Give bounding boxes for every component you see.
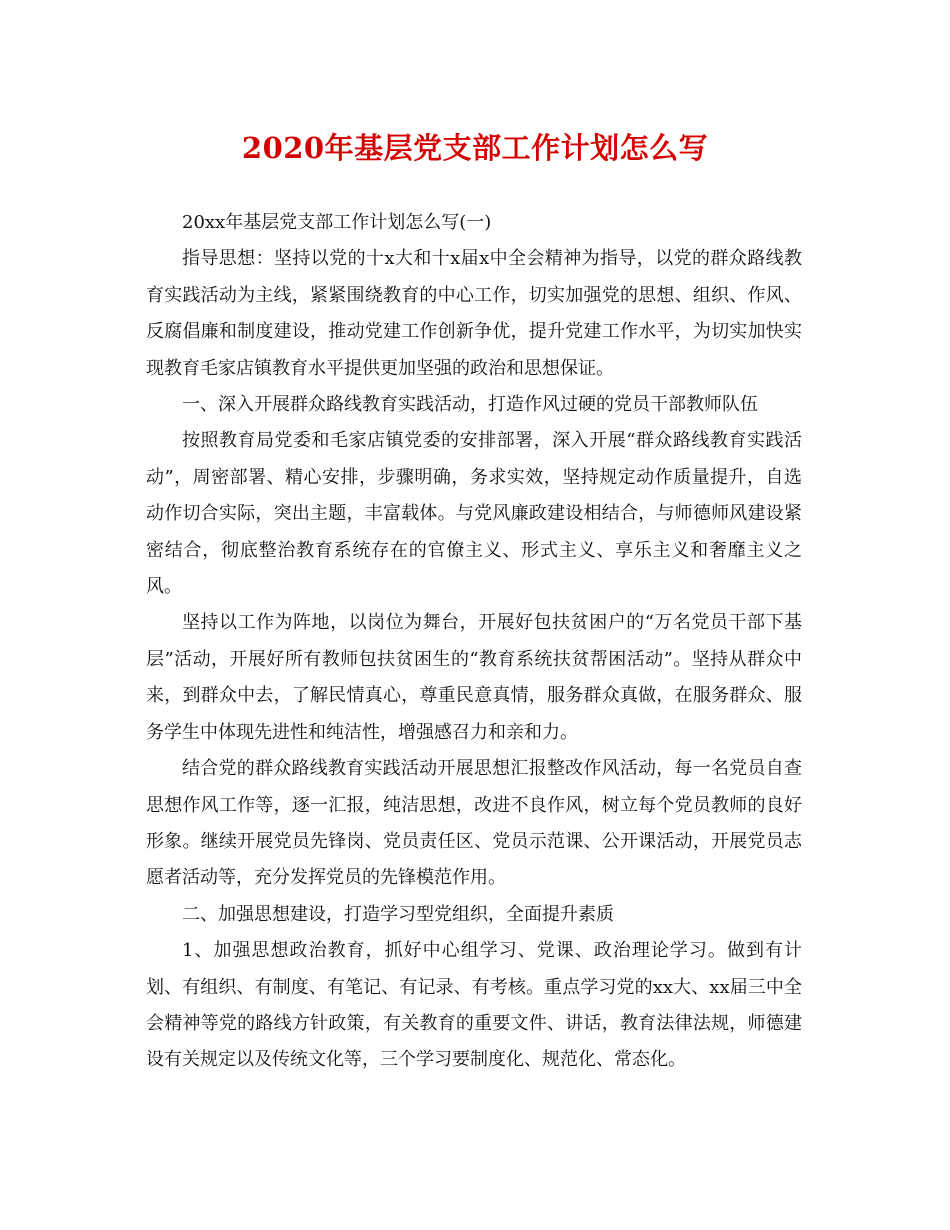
section-heading-1: 一、深入开展群众路线教育实践活动，打造作风过硬的党员干部教师队伍 [182,394,758,416]
document-body [146,205,802,1079]
paragraph: 结合党的群众路线教育实践活动开展思想汇报整改作风活动，每一名党员自查思想作风工作等，逐一汇报，纯洁思想，改进不良作风，树立每个党员教师的良好形象。继续开展党员先锋岗、党员责任区、党员示范课、公开课活动，开展党员志愿者活动等，充分发挥党员的先锋模范作用。 [146,758,802,889]
paragraph: 1、加强思想政治教育，抓好中心组学习、党课、政治理论学习。做到有计划、有组织、有制度、有笔记、有记录、有考核。重点学习党的xx大、xx届三中全会精神等党的路线方针政策，有关教育的重要文件、讲话，教育法律法规，师德建设有关规定以及传统文化等，三个学习要制度化、规范化、常态化。 [146,940,802,1071]
paragraph-guiding-ideology: 指导思想：坚持以党的十x大和十x届x中全会精神为指导，以党的群众路线教育实践活动为主线，紧紧围绕教育的中心工作，切实加强党的思想、组织、作风、反腐倡廉和制度建设，推动党建工作创新争优，提升党建工作水平，为切实加快实现教育毛家店镇教育水平提供更加坚强的政治和思想保证。 [146,248,802,379]
paragraph: 按照教育局党委和毛家店镇党委的安排部署，深入开展“群众路线教育实践活动”，周密部署、精心安排，步骤明确，务求实效，坚持规定动作质量提升，自选动作切合实际，突出主题，丰富载体。与党风廉政建设相结合，与师德师风建设紧密结合，彻底整治教育系统存在的官僚主义、形式主义、享乐主义和奢靡主义之风。 [146,430,802,598]
document-title: 2020年基层党支部工作计划怎么写 [241,131,709,165]
paragraph: 坚持以工作为阵地，以岗位为舞台，开展好包扶贫困户的“万名党员干部下基层”活动，开展好所有教师包扶贫困生的“教育系统扶贫帮困活动”。坚持从群众中来，到群众中去，了解民情真心，尊重民意真情，服务群众真做，在服务群众、服务学生中体现先进性和纯洁性，增强感召力和亲和力。 [146,612,802,743]
paragraph-heading: 20xx年基层党支部工作计划怎么写(一) [182,212,492,233]
section-heading-2: 二、加强思想建设，打造学习型党组织，全面提升素质 [182,903,614,925]
